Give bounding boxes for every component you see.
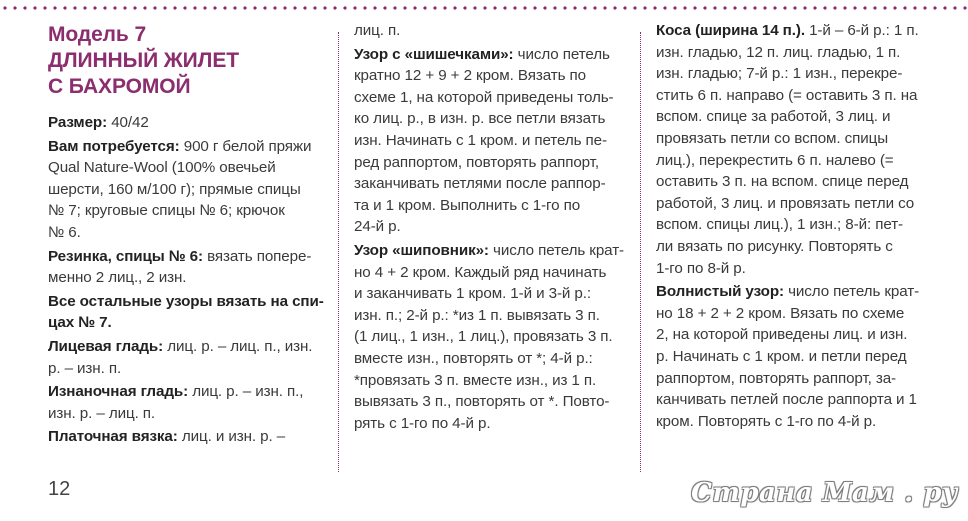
bobble-line: кратно 12 + 9 + 2 кром. Вязать по xyxy=(354,67,586,85)
column-1 xyxy=(48,20,328,450)
column-divider xyxy=(338,32,339,472)
column-3 xyxy=(656,20,936,434)
bobble-pattern-section xyxy=(354,44,630,238)
cable-line: оставить 3 п. на вспом. спице перед xyxy=(656,173,909,191)
bobble-line: 24-й р. xyxy=(354,218,401,236)
other-patterns-section xyxy=(48,291,328,334)
stockinette-line: р. – изн. п. xyxy=(48,359,122,377)
stockinette-label: Лицевая гладь: xyxy=(48,337,164,355)
rosehip-line: число петель крат- xyxy=(493,241,625,259)
rosehip-line: рять с 1-го по 4-й р. xyxy=(354,414,491,432)
cable-line: работой, 3 лиц. и провязать петли со xyxy=(656,194,915,212)
stockinette-line: лиц. р. – лиц. п., изн. xyxy=(167,337,313,355)
cable-line: провязать петли со вспом. спицы xyxy=(656,129,889,147)
wave-line: число петель крат- xyxy=(788,283,920,301)
rosehip-line: (1 лиц., 1 изн., 1 лиц.), провязать 3 п. xyxy=(354,328,613,346)
bobble-line: заканчивать петлями после раппор- xyxy=(354,175,606,193)
page-number: 12 xyxy=(48,478,71,500)
wave-line: канчивать петлей после раппорта и 1 xyxy=(656,391,917,409)
bobble-pattern-label: Узор с «шишечками»: xyxy=(354,45,514,63)
rosehip-line: вместе изн., повторять от *; 4-й р.: xyxy=(354,349,593,367)
bobble-line: изн. Начинать с 1 кром. и петель пе- xyxy=(354,131,607,149)
cable-label: Коса (ширина 14 п.). xyxy=(656,22,805,39)
wave-line: кром. Повторять с 1-го по 4-й р. xyxy=(656,412,877,430)
rosehip-line: и заканчивать 1 кром. 1-й и 3-й р.: xyxy=(354,285,592,303)
size-section xyxy=(48,112,328,134)
cable-line: ли вязать по рисунку. Повторять с xyxy=(656,237,893,255)
garter-continued xyxy=(354,20,630,42)
reverse-stockinette-line: изн. р. – лиц. п. xyxy=(48,404,156,422)
garter-label: Платочная вязка: xyxy=(48,428,178,446)
site-watermark: Страна Мам . ру xyxy=(691,478,958,508)
rib-section xyxy=(48,246,328,289)
materials-label: Вам потребуется: xyxy=(48,137,180,155)
garter-continued-line: лиц. п. xyxy=(354,22,401,39)
rosehip-line: но 4 + 2 кром. Каждый ряд начинать xyxy=(354,263,607,281)
size-value: 40/42 xyxy=(111,114,149,131)
cable-line: 1-й – 6-й р.: 1 п. xyxy=(809,22,919,39)
rib-line: вязать попере- xyxy=(207,247,312,265)
garter-section xyxy=(48,426,328,448)
rosehip-line: вывязать 3 п., повторять от *. Повто- xyxy=(354,393,610,411)
wave-line: р. Начинать с 1 кром. и петли перед xyxy=(656,347,907,365)
top-dotted-border xyxy=(0,5,968,11)
cable-line: вспом. спице за работой, 3 лиц. и xyxy=(656,108,891,126)
cable-line: изн. гладью, 12 п. лиц. гладью, 1 п. xyxy=(656,43,901,61)
bobble-line: ред раппортом, повторять раппорт, xyxy=(354,153,599,171)
model-number: Модель 7 xyxy=(48,23,147,46)
materials-line: 900 г белой пряжи xyxy=(183,137,312,155)
materials-section xyxy=(48,136,328,244)
title-line-2: С БАХРОМОЙ xyxy=(48,75,191,98)
size-label: Размер: xyxy=(48,114,108,131)
reverse-stockinette-line: лиц. р. – изн. п., xyxy=(192,383,304,401)
rosehip-line: изн. п.; 2-й р.: *из 1 п. вывязать 3 п. xyxy=(354,306,600,324)
title-line-1: ДЛИННЫЙ ЖИЛЕТ xyxy=(48,49,239,72)
bobble-line: та и 1 кром. Выполнить с 1-го по xyxy=(354,196,581,214)
wave-pattern-label: Волнистый узор: xyxy=(656,283,784,301)
materials-line: № 7; круговые спицы № 6; крючок xyxy=(48,202,285,220)
wave-line: раппортом, повторять раппорт, за- xyxy=(656,369,897,387)
rosehip-pattern-label: Узор «шиповник»: xyxy=(354,241,489,259)
other-patterns-line: Все остальные узоры вязать на спи- xyxy=(48,292,324,310)
cable-line: лиц.), перекрестить 6 п. налево (= xyxy=(656,151,894,169)
bobble-line: ко лиц. р., в изн. р. все петли вязать xyxy=(354,110,606,128)
cable-line: стить 6 п. направо (= оставить 3 п. на xyxy=(656,86,918,104)
other-patterns-line: цах № 7. xyxy=(48,314,112,332)
model-title xyxy=(48,22,328,100)
materials-line: № 6. xyxy=(48,223,81,241)
rosehip-pattern-section xyxy=(354,240,630,434)
bobble-line: схеме 1, на которой приведены толь- xyxy=(354,88,614,106)
rib-label: Резинка, спицы № 6: xyxy=(48,247,203,265)
cable-line: вспом. спицы лиц.), 1 изн.; 8-й: пет- xyxy=(656,216,904,234)
stockinette-section xyxy=(48,336,328,379)
rib-line: менно 2 лиц., 2 изн. xyxy=(48,269,187,287)
materials-line: шерсти, 160 м/100 г); прямые спицы xyxy=(48,180,301,198)
materials-line: Qual Nature-Wool (100% овечьей xyxy=(48,159,276,177)
cable-line: 1-го по 8-й р. xyxy=(656,259,746,277)
wave-pattern-section xyxy=(656,281,936,432)
column-2 xyxy=(354,20,630,436)
reverse-stockinette-section xyxy=(48,381,328,424)
wave-line: 2, на которой приведены лиц. и изн. xyxy=(656,326,908,344)
bobble-line: число петель xyxy=(517,45,610,63)
column-divider xyxy=(640,32,641,472)
reverse-stockinette-label: Изнаночная гладь: xyxy=(48,383,189,401)
cable-line: изн. гладью; 7-й р.: 1 изн., перекре- xyxy=(656,65,903,83)
garter-line: лиц. и изн. р. – xyxy=(181,428,286,446)
cable-section xyxy=(656,20,936,279)
rosehip-line: *провязать 3 п. вместе изн., из 1 п. xyxy=(354,371,597,389)
wave-line: но 18 + 2 + 2 кром. Вязать по схеме xyxy=(656,304,905,322)
